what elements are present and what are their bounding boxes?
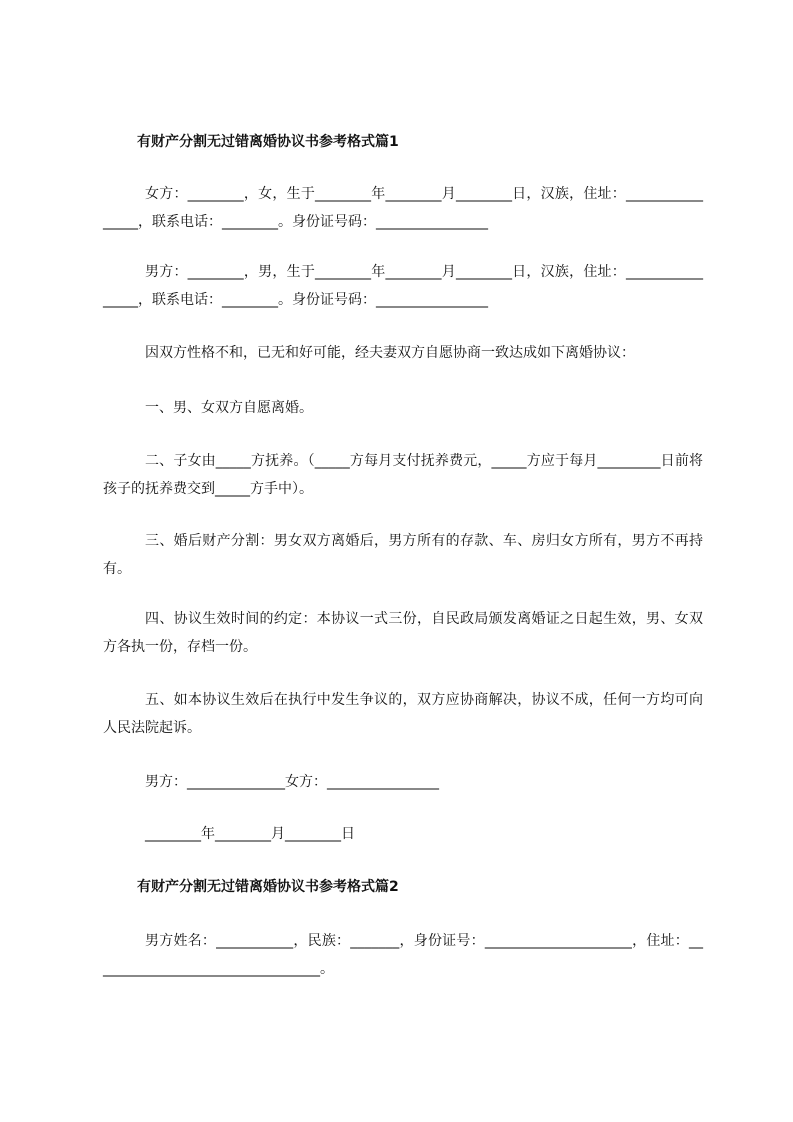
paragraph-clause-4: 四、协议生效时间的约定：本协议一式三份，自民政局颁发离婚证之日起生效，男、女双方各执一份，存档一份。 [103,611,703,655]
paragraph-clause-5: 五、如本协议生效后在执行中发生争议的，双方应协商解决，协议不成，任何一方均可向人民法院起诉。 [103,692,703,736]
paragraph-clause-1: 一、男、女双方自愿离婚。 [145,400,313,416]
paragraph-male-party: 男方：________，男，生于________年________月________日，汉族，住址：________________，联系电话：________。身份证号码：________________ [103,264,703,308]
section-heading-1: 有财产分割无过错离婚协议书参考格式篇1 [137,134,399,150]
paragraph-clause-3: 三、婚后财产分割：男女双方离婚后，男方所有的存款、车、房归女方所有，男方不再持有。 [103,533,703,577]
signature-line: 男方：______________女方：________________ [145,774,439,790]
section-heading-2: 有财产分割无过错离婚协议书参考格式篇2 [137,879,399,895]
paragraph-male-info: 男方姓名：___________，民族：_______，身份证号：_____________________，住址：_________________________________。 [103,933,703,977]
paragraph-female-party: 女方：________，女，生于________年________月________日，汉族，住址：________________，联系电话：________。身份证号码：________________ [103,186,703,230]
paragraph-intro: 因双方性格不和，已无和好可能，经夫妻双方自愿协商一致达成如下离婚协议： [145,345,635,361]
date-line: ________年________月________日 [145,826,355,842]
paragraph-clause-2: 二、子女由_____方抚养。（_____方每月支付抚养费元，_____方应于每月_________日前将孩子的抚养费交到_____方手中）。 [103,453,703,497]
